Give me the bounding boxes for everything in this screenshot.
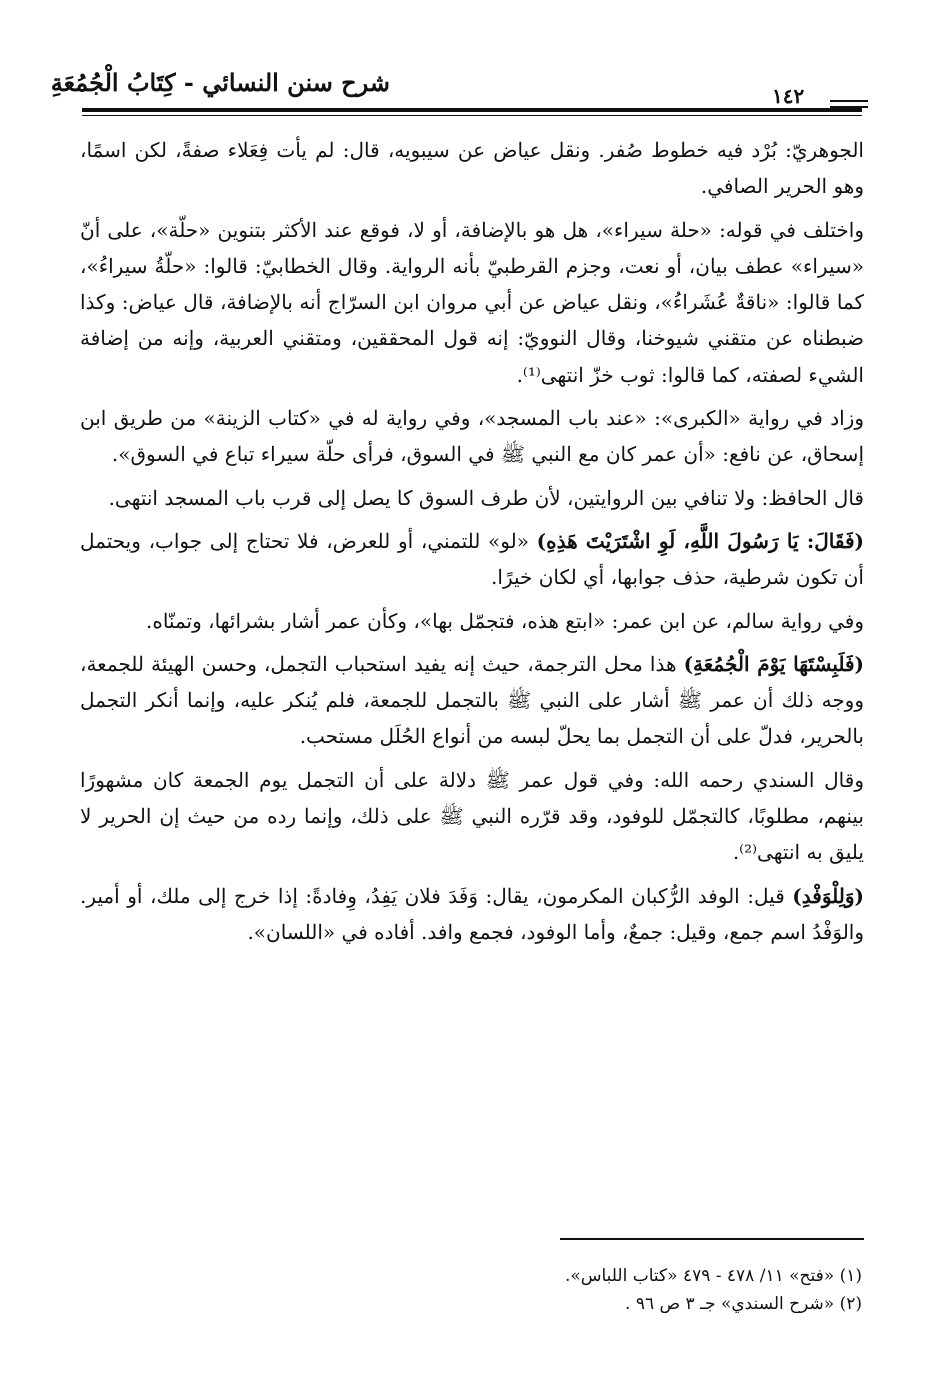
paragraph-text: الجوهريّ: بُرْد فيه خطوط صُفر. ونقل عياض عن سيبويه، قال: لم يأت فِعَلاء صفةً، لكن اسمًا، وهو الحرير الصافي. xyxy=(80,138,864,199)
paragraph-lead: (وَلِلْوَفْدِ) xyxy=(792,883,864,908)
body-text xyxy=(80,132,864,957)
paragraph-text: هذا محل الترجمة، حيث إنه يفيد استحباب التجمل، وحسن الهيئة للجمعة، ووجه ذلك أن عمر ﷺ أشار على النبي ﷺ بالتجمل للجمعة، فلم يُنكر عليه، وإنما أنكر التجمل بالحرير، فدلّ على أن التجمل بما يحلّ لبسه من أنواع الحُلَل مستحب. xyxy=(80,651,864,749)
footnotes xyxy=(420,1262,862,1318)
page-header xyxy=(50,58,870,128)
paragraph xyxy=(80,480,864,516)
paragraph-text: «لو» للتمني، أو للعرض، فلا تحتاج إلى جواب، ويحتمل أن تكون شرطية، حذف جوابها، أي لكان خيرًا. xyxy=(80,528,864,590)
paragraph xyxy=(80,762,864,871)
paragraph xyxy=(80,523,864,596)
paragraph-text: وزاد في رواية «الكبرى»: «عند باب المسجد»، وفي رواية له في «كتاب الزينة» من طريق ابن إسحاق، عن نافع: «أن عمر كان مع النبي ﷺ في السوق، فرأى حلّة سيراء تباع في السوق». xyxy=(80,406,864,467)
page-number: ١٤٢ xyxy=(772,84,805,108)
header-rule-thick xyxy=(82,108,862,112)
paragraph xyxy=(80,603,864,639)
paragraph-text: قيل: الوفد الرُّكبان المكرمون، يقال: وَفَدَ فلان يَفِدُ، وِفادةً: إذا خرج إلى ملك، أو أمير. والوَفْدُ اسم جمع، وقيل: جمعٌ، وأما الوفود، فجمع وافد. أفاده في «اللسان». xyxy=(80,883,864,944)
footnote: (٢) «شرح السندي» جـ ٣ ص ٩٦ . xyxy=(625,1294,862,1314)
paragraph-text: واختلف في قوله: «حلة سيراء»، هل هو بالإضافة، أو لا، فوقع عند الأكثر بتنوين «حلّة»، على أنّ «سيراء» عطف بيان، أو نعت، وجزم القرطبيّ بأنه الرواية. وقال الخطابيّ: قالوا: «حلّةُ سيراءُ»، كما قالوا: «ناقةٌ عُشَراءُ»، ونقل عياض عن أبي مروان ابن السرّاج أنه بالإضافة، قال عياض: وكذا ضبطناه عن متقني شيوخنا، وقال النوويّ: إنه قول المحققين، ومتقني العربية، وإنه من إضافة الشيء لصفته، كما قالوا: ثوب خزّ انتهى⁽¹⁾. xyxy=(80,217,864,387)
paragraph-text: وقال السندي رحمه الله: وفي قول عمر ﷺ دلالة على أن التجمل يوم الجمعة كان مشهورًا بينهم، مطلوبًا، كالتجمّل للوفود، وقد قرّره النبي ﷺ على ذلك، وإنما رده من حيث إن الحرير لا يليق به انتهى⁽²⁾. xyxy=(80,767,864,865)
footnote: (١) «فتح» ١١/ ٤٧٨ - ٤٧٩ «كتاب اللباس». xyxy=(564,1266,862,1286)
header-ornament xyxy=(830,100,868,108)
paragraph-lead: (فَلَبِسْتَهَا يَوْمَ الْجُمُعَةِ) xyxy=(683,651,864,676)
running-title: شرح سنن النسائي - كِتَابُ الْجُمُعَةِ xyxy=(50,68,390,97)
paragraph xyxy=(80,212,864,393)
paragraph-lead: (فَقَالَ: يَا رَسُولَ اللَّهِ، لَوِ اشْتَرَيْتَ هَذِهِ) xyxy=(536,528,864,553)
paragraph xyxy=(80,646,864,755)
paragraph xyxy=(80,132,864,205)
paragraph-text: قال الحافظ: ولا تنافي بين الروايتين، لأن طرف السوق كا يصل إلى قرب باب المسجد انتهى. xyxy=(108,485,864,510)
paragraph-text: وفي رواية سالم، عن ابن عمر: «ابتع هذه، فتجمّل بها»، وكأن عمر أشار بشرائها، وتمنّاه. xyxy=(146,608,864,633)
paragraph xyxy=(80,400,864,473)
header-rule-thin xyxy=(82,115,862,116)
footnote-rule xyxy=(560,1238,864,1240)
paragraph xyxy=(80,878,864,951)
